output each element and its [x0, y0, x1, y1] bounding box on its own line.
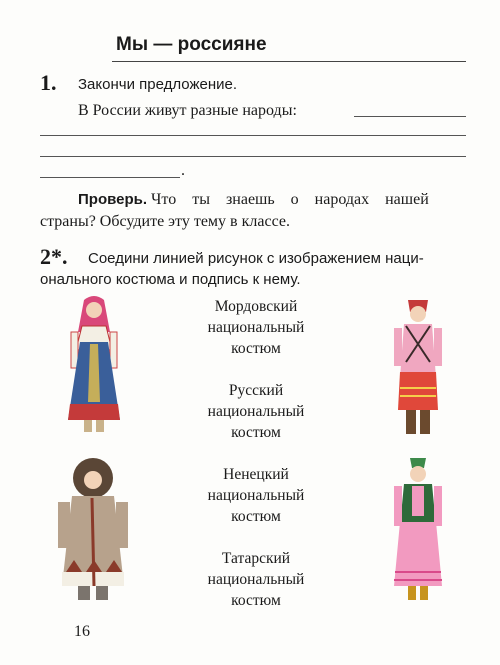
- answer-line-3[interactable]: [40, 156, 466, 157]
- caption-nenets: Ненецкий национальный костюм: [207, 466, 305, 525]
- check-label: Проверь.: [78, 191, 148, 208]
- russian-costume-figure[interactable]: [62, 292, 126, 440]
- tatar-costume-figure[interactable]: [386, 456, 450, 604]
- caption-mordovian: Мордовский национальный костюм: [207, 298, 305, 357]
- caption-russian: Русский национальный костюм: [207, 382, 305, 441]
- page-title: Мы — россияне: [116, 34, 267, 55]
- task1-instruction: Закончи предложение.: [78, 76, 237, 93]
- nenets-costume-figure[interactable]: [56, 456, 130, 604]
- task1-sentence: В России живут разные народы:: [78, 102, 297, 119]
- check-text-line1: Что ты знаешь о народах нашей: [151, 191, 429, 208]
- caption-tatar: Татарский национальный костюм: [207, 550, 305, 609]
- page-number: 16: [74, 623, 90, 640]
- task1-number: 1.: [40, 70, 57, 95]
- task1-end-period: .: [181, 162, 185, 179]
- task2-number: 2*.: [40, 244, 68, 269]
- mordovian-costume-figure[interactable]: [386, 292, 450, 440]
- check-paragraph: [78, 189, 470, 211]
- check-text-line2: страны? Обсудите эту тему в классе.: [40, 213, 290, 230]
- title-underline: [112, 61, 466, 62]
- task2-instruction-line1: Соедини линией рисунок с изображением наци-: [88, 250, 424, 267]
- answer-line-4[interactable]: [40, 177, 180, 178]
- task2-instruction-line2: онального костюма и подпись к нему.: [40, 271, 301, 288]
- answer-line-1[interactable]: [354, 116, 466, 117]
- answer-line-2[interactable]: [40, 135, 466, 136]
